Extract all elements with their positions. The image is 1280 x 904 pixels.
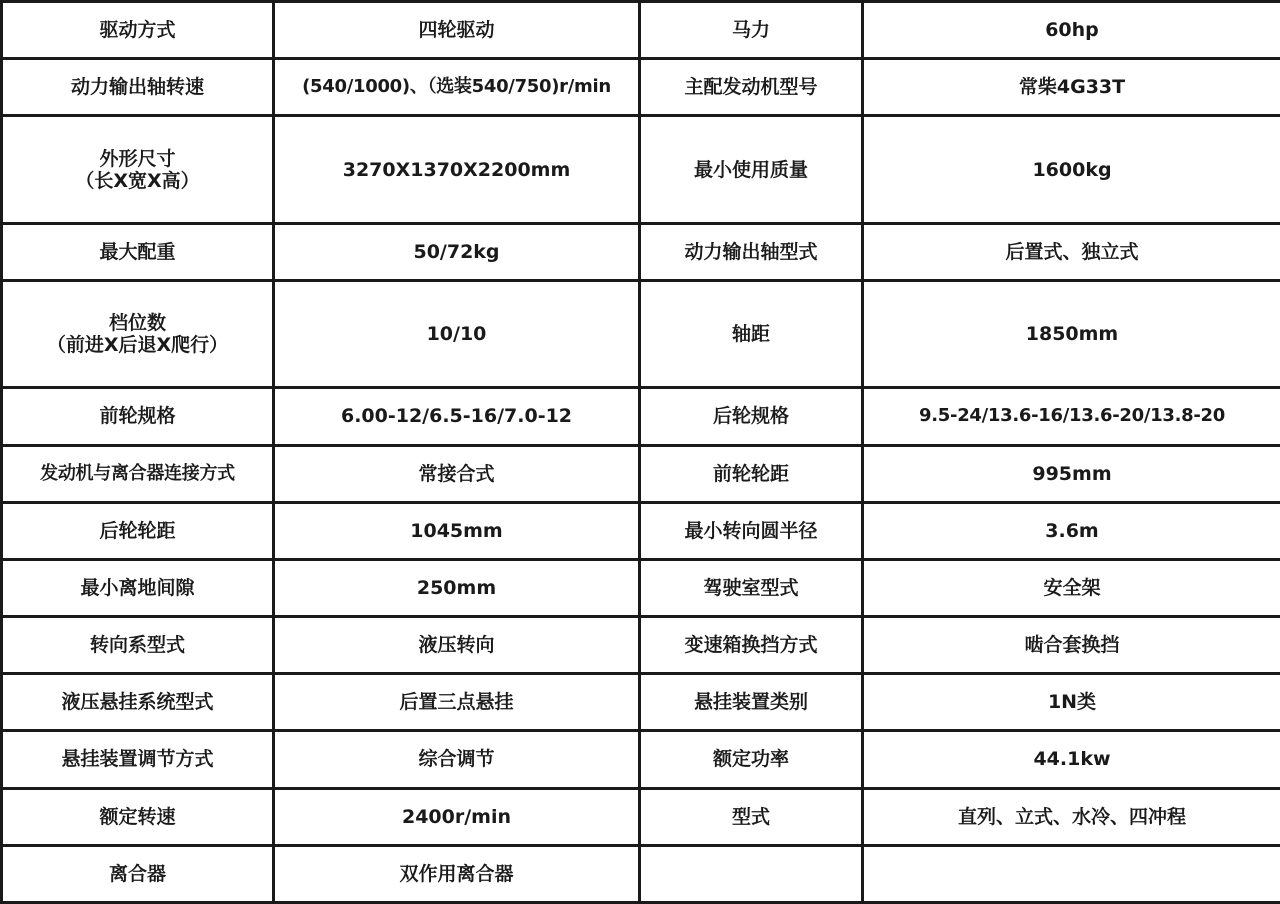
param-value: 安全架 <box>863 559 1280 616</box>
table-row <box>2 2 1280 59</box>
param-value: 60hp <box>863 2 1280 59</box>
param-value: 综合调节 <box>274 731 640 788</box>
param-value <box>863 845 1280 902</box>
param-label: 额定功率 <box>640 731 863 788</box>
param-label: 动力输出轴转速 <box>2 59 274 116</box>
table-row <box>2 502 1280 559</box>
param-label: 最小离地间隙 <box>2 559 274 616</box>
table-row <box>2 731 1280 788</box>
table-row <box>2 223 1280 280</box>
table-row <box>2 559 1280 616</box>
param-value: 啮合套换挡 <box>863 617 1280 674</box>
param-label: 前轮规格 <box>2 388 274 445</box>
param-value: 后置三点悬挂 <box>274 674 640 731</box>
table-row <box>2 845 1280 902</box>
param-value: 250mm <box>274 559 640 616</box>
param-value: 双作用离合器 <box>274 845 640 902</box>
param-value: 3270X1370X2200mm <box>274 116 640 223</box>
table-row <box>2 674 1280 731</box>
param-label: 最小使用质量 <box>640 116 863 223</box>
param-label: 动力输出轴型式 <box>640 223 863 280</box>
param-label: 液压悬挂系统型式 <box>2 674 274 731</box>
param-label: 型式 <box>640 788 863 845</box>
param-label: 额定转速 <box>2 788 274 845</box>
param-value: 44.1kw <box>863 731 1280 788</box>
param-label: 轴距 <box>640 280 863 387</box>
param-value: 995mm <box>863 445 1280 502</box>
param-value: 常接合式 <box>274 445 640 502</box>
table-row <box>2 788 1280 845</box>
param-value: 1045mm <box>274 502 640 559</box>
param-value: 3.6m <box>863 502 1280 559</box>
param-value: 6.00-12/6.5-16/7.0-12 <box>274 388 640 445</box>
param-value: 四轮驱动 <box>274 2 640 59</box>
param-label: 马力 <box>640 2 863 59</box>
param-value: (540/1000)、（选装540/750)r/min <box>274 59 640 116</box>
param-value: 后置式、独立式 <box>863 223 1280 280</box>
param-label: 发动机与离合器连接方式 <box>2 445 274 502</box>
param-label: 主配发动机型号 <box>640 59 863 116</box>
param-label: 驾驶室型式 <box>640 559 863 616</box>
table-row <box>2 116 1280 223</box>
param-label: 驱动方式 <box>2 2 274 59</box>
param-value: 1600kg <box>863 116 1280 223</box>
param-label: 后轮轮距 <box>2 502 274 559</box>
param-value: 50/72kg <box>274 223 640 280</box>
param-label: 档位数 （前进X后退X爬行） <box>2 280 274 387</box>
table-row <box>2 617 1280 674</box>
param-label: 转向系型式 <box>2 617 274 674</box>
param-value: 2400r/min <box>274 788 640 845</box>
param-value: 1850mm <box>863 280 1280 387</box>
param-value: 10/10 <box>274 280 640 387</box>
param-value: 直列、立式、水冷、四冲程 <box>863 788 1280 845</box>
table-row <box>2 280 1280 387</box>
param-label <box>640 845 863 902</box>
param-label: 离合器 <box>2 845 274 902</box>
param-value: 液压转向 <box>274 617 640 674</box>
param-value: 常柴4G33T <box>863 59 1280 116</box>
param-label: 后轮规格 <box>640 388 863 445</box>
param-label: 前轮轮距 <box>640 445 863 502</box>
param-label: 悬挂装置类别 <box>640 674 863 731</box>
param-label: 最大配重 <box>2 223 274 280</box>
param-label: 最小转向圆半径 <box>640 502 863 559</box>
param-label: 悬挂装置调节方式 <box>2 731 274 788</box>
param-value: 1N类 <box>863 674 1280 731</box>
param-value: 9.5-24/13.6-16/13.6-20/13.8-20 <box>863 388 1280 445</box>
param-label: 变速箱换挡方式 <box>640 617 863 674</box>
param-label: 外形尺寸 （长X宽X高） <box>2 116 274 223</box>
table-row <box>2 59 1280 116</box>
table-row <box>2 445 1280 502</box>
table-row <box>2 388 1280 445</box>
